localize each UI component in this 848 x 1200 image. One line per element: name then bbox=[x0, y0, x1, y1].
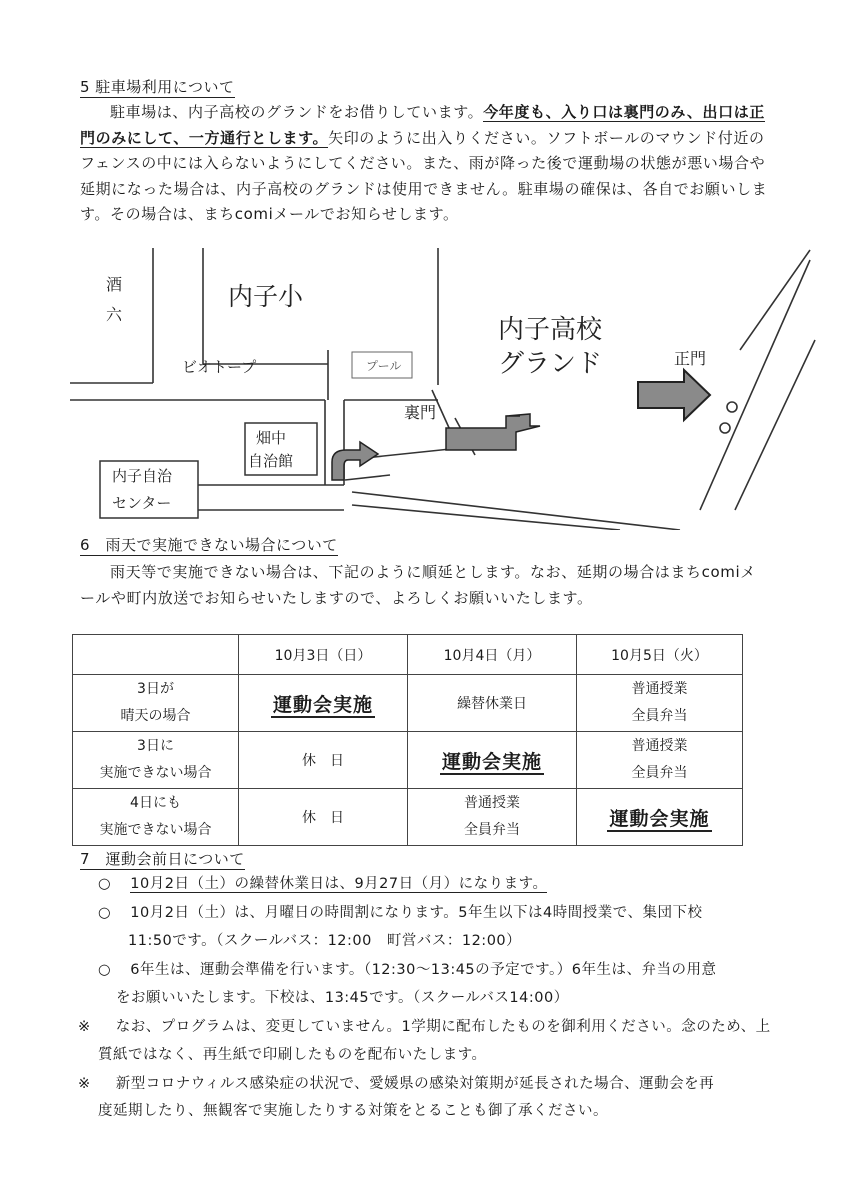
table-header-cell: 10月5日（火） bbox=[577, 635, 743, 675]
road-line bbox=[352, 505, 620, 530]
road-line bbox=[740, 250, 810, 350]
map-label-hs1: 内子高校 bbox=[498, 315, 603, 345]
table-header-cell bbox=[73, 635, 239, 675]
event-cell: 運動会実施 bbox=[408, 732, 577, 789]
bullet-2-text: 10月2日（土）は、月曜日の時間割になります。5年生以下は4時間授業で、集団下校 bbox=[130, 905, 703, 921]
table-cell: 普通授業 全員弁当 bbox=[577, 732, 743, 789]
table-row bbox=[73, 675, 743, 732]
bullet-1 bbox=[98, 870, 547, 898]
event-cell: 運動会実施 bbox=[239, 675, 408, 732]
table-cell: 休 日 bbox=[239, 789, 408, 846]
map-label-sake1: 酒 bbox=[106, 275, 123, 294]
map-label-center2: センター bbox=[112, 494, 172, 512]
bullet-3-text: 6年生は、運動会準備を行います。（12:30～13:45の予定です。）6年生は、弁当の用意 bbox=[130, 962, 717, 978]
section6-heading: 6 雨天で実施できない場合について bbox=[80, 536, 338, 554]
bullet-3 bbox=[98, 956, 716, 984]
road-line bbox=[352, 492, 680, 530]
parking-map bbox=[60, 240, 820, 530]
circle-bullet: ○ bbox=[98, 876, 112, 892]
row-label: 3日に 実施できない場合 bbox=[73, 732, 239, 789]
table-header-cell: 10月3日（日） bbox=[239, 635, 408, 675]
table-row bbox=[73, 732, 743, 789]
table-header-row bbox=[73, 635, 743, 675]
map-label-hatanaka2: 自治館 bbox=[248, 452, 294, 470]
note-2: ※ 新型コロナウィルス感染症の状況で、愛媛県の感染対策期が延長された場合、運動会を再 bbox=[78, 1076, 715, 1092]
map-label-school: 内子小 bbox=[228, 282, 304, 311]
map-label-seimon: 正門 bbox=[674, 349, 707, 368]
map-label-biotope: ビオトープ bbox=[182, 358, 257, 376]
circle-bullet: ○ bbox=[98, 905, 112, 921]
kome-mark: ※ bbox=[78, 1076, 91, 1092]
row-label: 4日にも 実施できない場合 bbox=[73, 789, 239, 846]
row-label: 3日が 晴天の場合 bbox=[73, 675, 239, 732]
note-1: ※ なお、プログラムは、変更していません。1学期に配布したものを御利用ください。念のため、上 bbox=[78, 1019, 771, 1035]
road-line bbox=[735, 340, 815, 510]
map-label-hatanaka1: 畑中 bbox=[256, 429, 287, 447]
bullet-2-cont: 11:50です。（スクールバス：12:00 町営バス：12:00） bbox=[128, 933, 522, 949]
event-cell: 運動会実施 bbox=[577, 789, 743, 846]
gate-post bbox=[727, 402, 737, 412]
bullet-1-text: 10月2日（土）の繰替休業日は、9月27日（月）になります。 bbox=[130, 876, 548, 892]
map-label-center1: 内子自治 bbox=[112, 467, 173, 485]
kome-mark: ※ bbox=[78, 1019, 91, 1035]
table-cell: 普通授業 全員弁当 bbox=[577, 675, 743, 732]
map-label-pool: プール bbox=[366, 359, 402, 373]
table-cell: 休 日 bbox=[239, 732, 408, 789]
gate-post bbox=[720, 423, 730, 433]
note-1-cont: 質紙ではなく、再生紙で印刷したものを配布いたします。 bbox=[98, 1047, 487, 1063]
exit-arrow-icon bbox=[638, 370, 710, 420]
map-label-sake2: 六 bbox=[106, 305, 123, 324]
table-cell: 繰替休業日 bbox=[408, 675, 577, 732]
section5-heading: 5 駐車場利用について bbox=[80, 78, 235, 96]
route-arrow-icon bbox=[446, 414, 540, 450]
table-cell: 普通授業 全員弁当 bbox=[408, 789, 577, 846]
section7-heading: 7 運動会前日について bbox=[80, 850, 245, 868]
table-row bbox=[73, 789, 743, 846]
circle-bullet: ○ bbox=[98, 962, 112, 978]
section5-paragraph: 駐車場は、内子高校のグランドをお借りしています。今年度も、入り口は裏門のみ、出口は正門のみにして、一方通行とします。矢印のように出入りください。ソフトボールのマウンド付近のフェンスの中には入らないようにしてください。また、雨が降った後で運動場の状態が悪い場合や延期になった場合は、内子高校のグランドは使用できません。駐車場の確保は、各自でお願いします。その場合は、まちcomiメールでお知らせします。 bbox=[80, 103, 768, 223]
road-line bbox=[345, 475, 390, 480]
entry-arrow-icon bbox=[332, 442, 378, 480]
bullet-2 bbox=[98, 899, 702, 927]
bullet-3-cont: をお願いいたします。下校は、13:45です。（スクールバス14:00） bbox=[116, 990, 569, 1006]
note-2-cont: 度延期したり、無観客で実施したりする対策をとることも御了承ください。 bbox=[98, 1103, 608, 1119]
section6-paragraph: 雨天等で実施できない場合は、下記のように順延とします。なお、延期の場合はまちcomiメールや町内放送でお知らせいたしますので、よろしくお願いいたします。 bbox=[80, 563, 756, 607]
table-header-cell: 10月4日（月） bbox=[408, 635, 577, 675]
map-label-uramon: 裏門 bbox=[404, 403, 437, 422]
schedule-table bbox=[72, 634, 743, 846]
map-label-hs2: グランド bbox=[498, 349, 603, 379]
